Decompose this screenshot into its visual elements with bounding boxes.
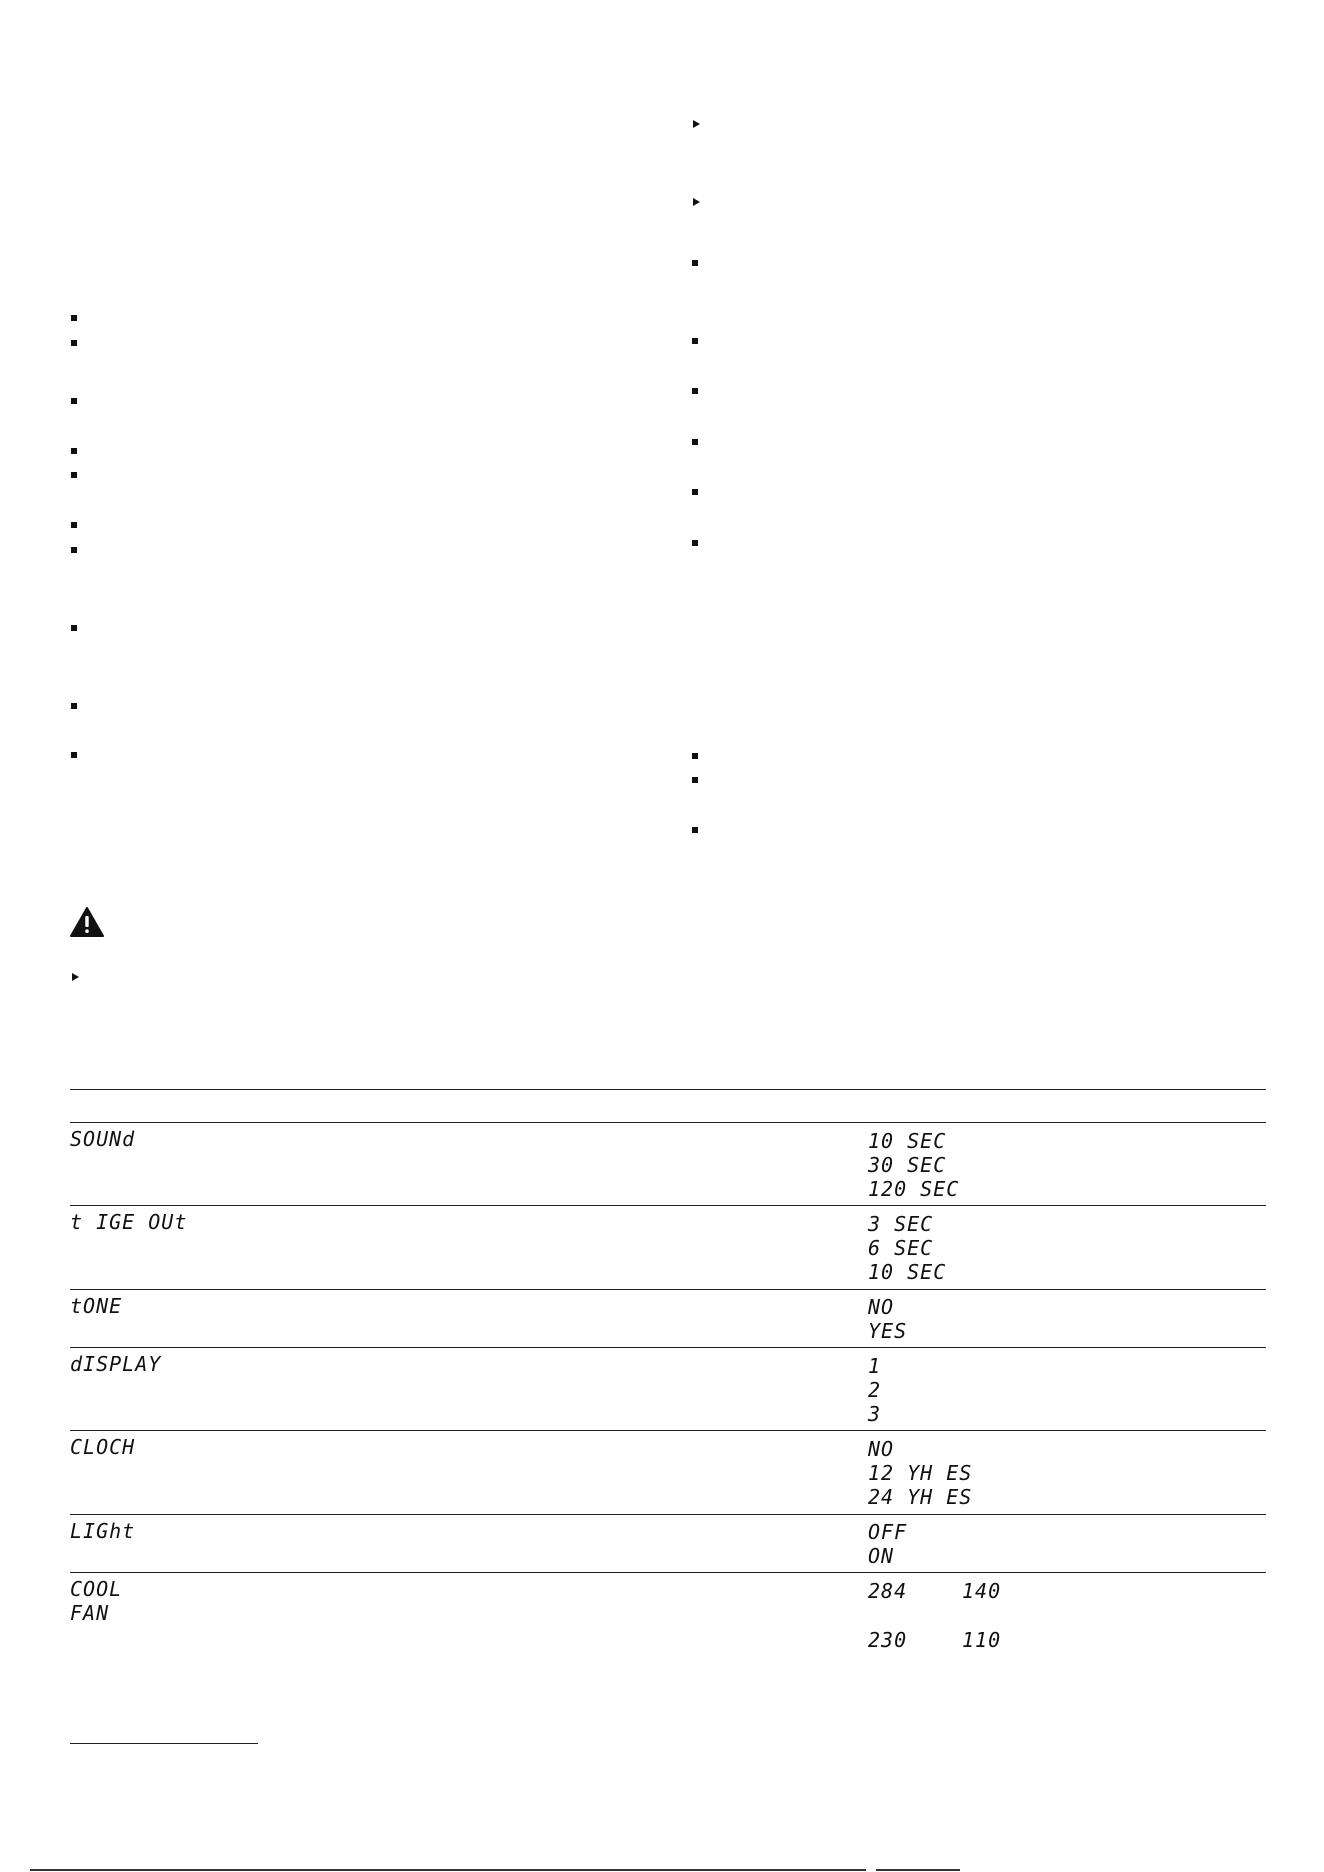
arrow-bullet-right-2 — [693, 198, 700, 206]
page-bottom-rule — [30, 1869, 960, 1871]
setting-name: LIGht — [70, 1519, 136, 1543]
table-row-divider — [70, 1289, 1266, 1290]
table-header-rule — [70, 1122, 1266, 1123]
bullet-right-3 — [692, 388, 698, 394]
bullet-left-10 — [71, 752, 77, 758]
setting-option: 6 SEC — [868, 1236, 934, 1260]
setting-option: 1 — [868, 1354, 882, 1378]
table-top-rule — [70, 1089, 1266, 1090]
setting-option: 10 SEC — [868, 1260, 947, 1284]
setting-name: tONE — [70, 1294, 123, 1318]
bullet-right-8 — [692, 777, 698, 783]
bullet-left-5 — [71, 472, 77, 478]
table-row-divider — [70, 1514, 1266, 1515]
bullet-right-9 — [692, 827, 698, 833]
warning-triangle-icon — [70, 907, 104, 937]
setting-name: t IGE OUt — [70, 1210, 188, 1234]
page-bottom-rule-gap — [866, 1868, 876, 1872]
setting-option: 110 — [962, 1628, 1002, 1652]
setting-option: 230 — [868, 1628, 908, 1652]
setting-option: 140 — [962, 1579, 1002, 1603]
setting-name: COOL — [70, 1577, 123, 1601]
setting-name: SOUNd — [70, 1127, 136, 1151]
footnote-rule — [70, 1743, 258, 1744]
setting-option: NO — [868, 1295, 895, 1319]
setting-option: ON — [868, 1544, 895, 1568]
bullet-right-4 — [692, 439, 698, 445]
bullet-right-6 — [692, 540, 698, 546]
setting-option: 12 YH ES — [868, 1461, 973, 1485]
bullet-left-6 — [71, 522, 77, 528]
setting-name-secondary: FAN — [70, 1601, 110, 1625]
bullet-right-5 — [692, 489, 698, 495]
setting-option: 3 — [868, 1402, 882, 1426]
setting-option: 10 SEC — [868, 1129, 947, 1153]
bullet-right-2 — [692, 338, 698, 344]
setting-option: 2 — [868, 1378, 882, 1402]
setting-option: NO — [868, 1437, 895, 1461]
bullet-left-3 — [71, 398, 77, 404]
table-row-divider — [70, 1205, 1266, 1206]
table-row-divider — [70, 1430, 1266, 1431]
setting-option: OFF — [868, 1520, 908, 1544]
setting-option: 120 SEC — [868, 1177, 960, 1201]
setting-option: 3 SEC — [868, 1212, 934, 1236]
setting-option: 24 YH ES — [868, 1485, 973, 1509]
bullet-left-4 — [71, 448, 77, 454]
bullet-left-7 — [71, 547, 77, 553]
arrow-bullet-left-1 — [72, 973, 79, 981]
bullet-right-1 — [692, 260, 698, 266]
bullet-left-9 — [71, 703, 77, 709]
arrow-bullet-right-1 — [693, 120, 700, 128]
table-row-divider — [70, 1572, 1266, 1573]
bullet-left-1 — [71, 315, 77, 321]
bullet-left-8 — [71, 625, 77, 631]
table-row-divider — [70, 1347, 1266, 1348]
bullet-right-7 — [692, 753, 698, 759]
setting-name: dISPLAY — [70, 1352, 162, 1376]
bullet-left-2 — [71, 340, 77, 346]
setting-option: 284 — [868, 1579, 908, 1603]
setting-name: CLOCH — [70, 1435, 136, 1459]
setting-option: YES — [868, 1319, 908, 1343]
setting-option: 30 SEC — [868, 1153, 947, 1177]
